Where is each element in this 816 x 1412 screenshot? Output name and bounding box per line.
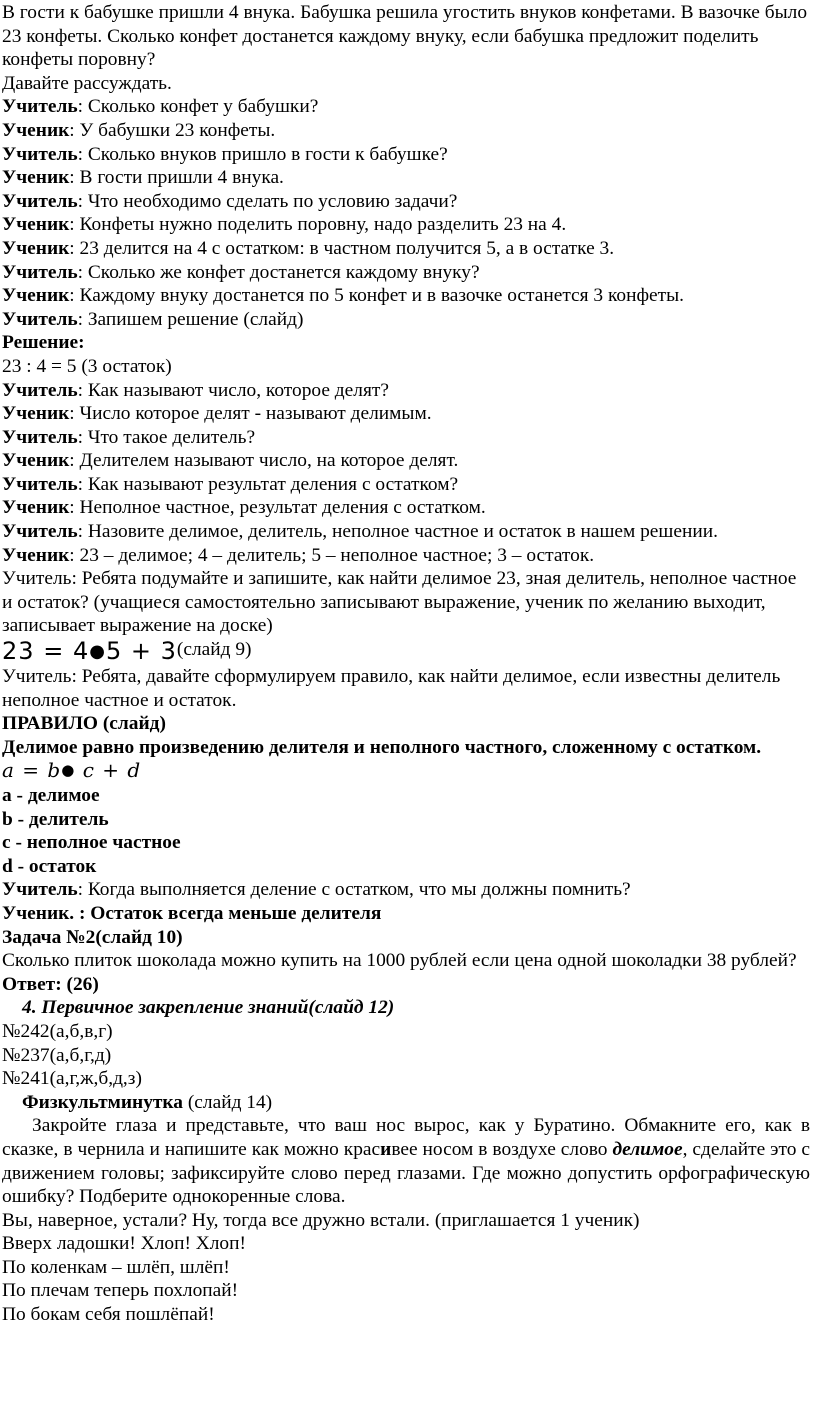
dialog-line <box>2 190 810 214</box>
dialog-block-2 <box>2 379 810 568</box>
speaker-label: Ученик <box>2 450 70 472</box>
speaker-label: Учитель <box>2 190 78 212</box>
formula-line-2 <box>2 759 810 784</box>
remember-separator: . <box>69 902 79 924</box>
dialog-block-1 <box>2 95 810 331</box>
phys-text: , сделайте это с движением головы; зафиксируйте слово перед глазами. Где можно допустить орфографическую ошибку? Подберите однокоренные слова. <box>2 1138 810 1208</box>
speaker-label: Учитель <box>2 96 78 118</box>
speaker-label: Ученик <box>2 497 70 519</box>
dialog-line <box>2 213 810 237</box>
dialog-line <box>2 520 810 544</box>
formula2-d: d <box>127 758 142 783</box>
phys-text: вее носом в воздухе слово <box>391 1138 613 1160</box>
dialog-text: : 23 – делимое; 4 – делитель; 5 – неполное частное; 3 – остаток. <box>69 544 595 566</box>
dialog-line <box>2 237 810 261</box>
dialog-text: : 23 делится на 4 с остатком: в частном получится 5, а в остатке 3. <box>69 237 615 259</box>
dialog-text: : В гости пришли 4 внука. <box>69 167 284 189</box>
multiply-dot-icon: ● <box>61 761 76 780</box>
formula2-equals: = <box>22 758 41 783</box>
task2-heading: Задача №2(слайд 10) <box>2 926 183 948</box>
speaker-label: Ученик <box>2 403 70 425</box>
solution-heading: Решение: <box>2 332 85 354</box>
exercise-item: №241(а,г,ж,б,д,з) <box>2 1068 142 1090</box>
dialog-text: : Делителем называют число, на которое делят. <box>69 450 459 472</box>
phys-text: Закройте глаза и представьте, что ваш нос вырос, как у Буратино. Обмакните его, как в сказке, в чернила и напишите как можно крас <box>2 1115 810 1160</box>
phys-paragraph-2: Вы, наверное, устали? Ну, тогда все дружно встали. (приглашается 1 ученик) <box>2 1209 640 1231</box>
dialog-line <box>2 449 810 473</box>
remember-question <box>2 878 810 902</box>
formula-equals: = <box>43 637 65 666</box>
rule-heading: ПРАВИЛО (слайд) <box>2 713 166 735</box>
formula-divisor: 4 <box>72 637 90 666</box>
remember-answer-text: : Остаток всегда меньше делителя <box>79 902 382 924</box>
dialog-line <box>2 496 810 520</box>
dialog-text: : Как называют число, которое делят? <box>77 379 389 401</box>
speaker-label: Учитель <box>2 521 78 543</box>
formula-dividend: 23 <box>2 637 35 666</box>
verse-line: По бокам себя пошлёпай! <box>2 1304 215 1326</box>
dialog-text: : Каждому внуку достанется по 5 конфет и в вазочке останется 3 конфеты. <box>69 285 684 307</box>
dialog-line <box>2 166 810 190</box>
exercise-item: №242(а,б,в,г) <box>2 1020 113 1042</box>
dialog-text: : Как называют результат деления с остатком? <box>77 473 459 495</box>
dialog-line <box>2 426 810 450</box>
dialog-line <box>2 544 810 568</box>
dialog-line <box>2 402 810 426</box>
dialog-text: : Что необходимо сделать по условию задачи? <box>77 190 458 212</box>
task2-answer: Ответ: (26) <box>2 973 99 995</box>
legend-item: d - остаток <box>2 855 97 877</box>
formula-line-1 <box>2 638 810 665</box>
solution-expression: 23 : 4 = 5 (3 остаток) <box>2 355 172 377</box>
speaker-label: Учитель <box>2 473 78 495</box>
phys-slide: (слайд 14) <box>183 1091 273 1113</box>
task-write-text: Учитель: Ребята подумайте и запишите, как найти делимое 23, зная делитель, неполное частное и остаток? (учащиеся самостоятельно записывают выражение, ученик по желанию выходит, записывает выражение на доске) <box>2 568 797 637</box>
dialog-text: : У бабушки 23 конфеты. <box>69 119 276 141</box>
lead-text: Давайте рассуждать. <box>2 72 172 94</box>
section4-title: 4. Первичное закрепление знаний(слайд 12) <box>22 997 395 1019</box>
rule-intro-text: Учитель: Ребята, давайте сформулируем правило, как найти делимое, если известны делитель неполное частное и остаток. <box>2 666 781 711</box>
speaker-label: Ученик <box>2 902 70 924</box>
dialog-text: : Сколько конфет у бабушки? <box>77 96 319 118</box>
dialog-line <box>2 379 810 403</box>
verse-line: Вверх ладошки! Хлоп! Хлоп! <box>2 1233 246 1255</box>
verse-line: По коленкам – шлёп, шлёп! <box>2 1256 230 1278</box>
legend-item: a - делимое <box>2 785 100 806</box>
formula-image-2 <box>2 758 141 782</box>
formula-plus: + <box>130 637 152 666</box>
dialog-line <box>2 119 810 143</box>
speaker-label: Ученик <box>2 214 70 236</box>
task2-text: Сколько плиток шоколада можно купить на 1000 рублей если цена одной шоколадки 38 рублей? <box>2 950 797 972</box>
legend-item: c - неполное частное <box>2 832 181 854</box>
dialog-text: : Что такое делитель? <box>77 426 256 448</box>
dialog-line <box>2 95 810 119</box>
speaker-label: Ученик <box>2 544 70 566</box>
formula-image-1 <box>2 638 177 665</box>
speaker-label: Учитель <box>2 879 78 901</box>
multiply-dot-icon: ● <box>89 641 106 663</box>
dialog-text: : Запишем решение (слайд) <box>77 308 304 330</box>
speaker-label: Учитель <box>2 143 78 165</box>
dialog-text: : Неполное частное, результат деления с остатком. <box>69 497 486 519</box>
phys-title-line <box>2 1091 810 1115</box>
dialog-line <box>2 308 810 332</box>
speaker-label: Учитель <box>2 379 78 401</box>
formula2-a: a <box>2 758 15 783</box>
dialog-line <box>2 284 810 308</box>
phys-title: Физкультминутка <box>22 1091 183 1113</box>
speaker-label: Ученик <box>2 119 70 141</box>
stressed-letter: и <box>380 1138 392 1160</box>
rule-text: Делимое равно произведению делителя и неполного частного, сложенному с остатком. <box>2 736 762 758</box>
dialog-text: : Конфеты нужно поделить поровну, надо разделить 23 на 4. <box>69 214 567 236</box>
speaker-label: Учитель <box>2 308 78 330</box>
remember-answer <box>2 902 810 926</box>
keyword: делимое <box>612 1138 683 1160</box>
formula-remainder: 3 <box>160 637 177 666</box>
speaker-label: Ученик <box>2 167 70 189</box>
dialog-text: : Число которое делят - называют делимым. <box>69 403 432 425</box>
speaker-label: Учитель <box>2 261 78 283</box>
legend-item: b - делитель <box>2 808 109 830</box>
problem-text: В гости к бабушке пришли 4 внука. Бабушка решила угостить внуков конфетами. В вазочке было 23 конфеты. Сколько конфет достанется каждому внуку, если бабушка предложит поделить конфеты поровну? <box>2 2 808 71</box>
phys-paragraph-1 <box>2 1114 810 1208</box>
formula2-plus: + <box>102 758 121 783</box>
exercise-item: №237(а,б,г,д) <box>2 1044 112 1066</box>
formula-quotient: 5 <box>105 637 123 666</box>
dialog-line <box>2 143 810 167</box>
dialog-line <box>2 473 810 497</box>
speaker-label: Ученик <box>2 285 70 307</box>
remember-question-text: : Когда выполняется деление с остатком, что мы должны помнить? <box>77 879 631 901</box>
verse-line: По плечам теперь похлопай! <box>2 1280 239 1302</box>
speaker-label: Ученик <box>2 237 70 259</box>
dialog-text: : Сколько внуков пришло в гости к бабушке? <box>77 143 448 165</box>
dialog-line <box>2 261 810 285</box>
dialog-text: : Сколько же конфет достанется каждому внуку? <box>77 261 480 283</box>
formula2-c: c <box>82 758 95 783</box>
formula2-b: b <box>47 758 62 783</box>
dialog-text: : Назовите делимое, делитель, неполное частное и остаток в нашем решении. <box>77 521 718 543</box>
speaker-label: Учитель <box>2 426 78 448</box>
formula-caption: (слайд 9) <box>176 639 252 661</box>
